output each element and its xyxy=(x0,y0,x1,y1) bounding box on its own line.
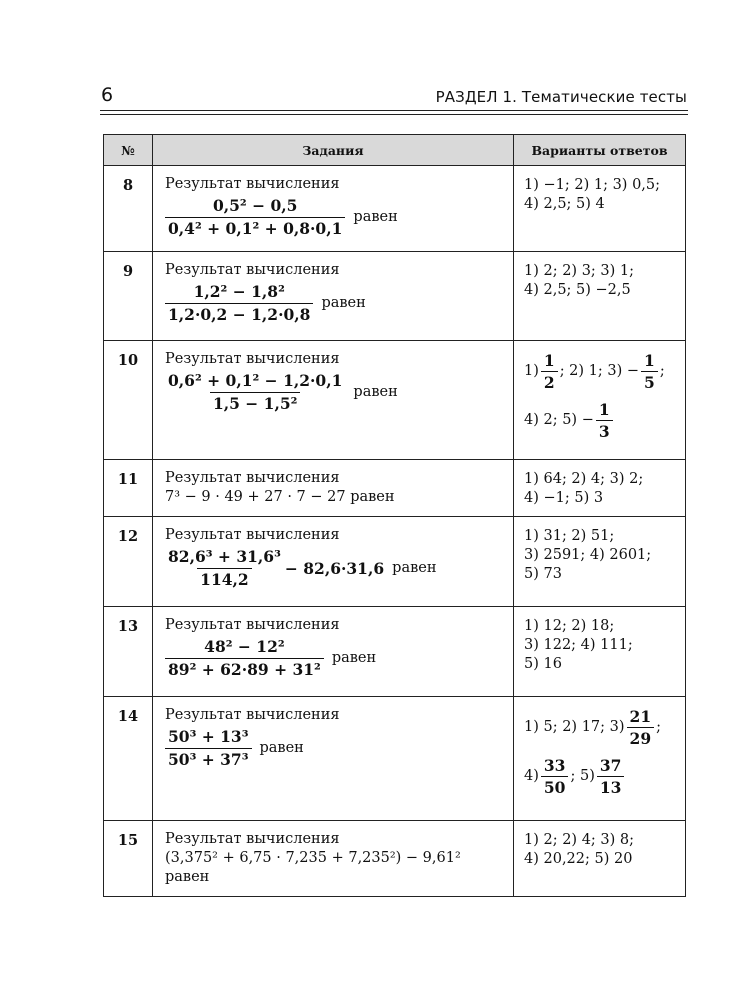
header-rule xyxy=(100,110,688,111)
task-number: 9 xyxy=(104,252,153,341)
answer-line xyxy=(524,400,681,441)
answers-cell xyxy=(514,821,686,897)
answer-fraction xyxy=(641,351,658,392)
fraction-denominator: 114,2 xyxy=(197,568,252,590)
task-cell xyxy=(153,252,514,341)
page-number: 6 xyxy=(101,84,114,106)
table-row xyxy=(104,341,686,460)
answer-line: 5) 73 xyxy=(524,566,562,582)
answer-line: 4) −1; 5) 3 xyxy=(524,490,604,506)
answer-line: 4) 20,22; 5) 20 xyxy=(524,851,633,867)
header-rule xyxy=(100,114,688,115)
table-row xyxy=(104,697,686,821)
fraction-numerator: 0,6² + 0,1² − 1,2·0,1 xyxy=(168,371,343,390)
fraction-denominator: 2 xyxy=(541,371,558,392)
column-header-answers: Варианты ответов xyxy=(514,135,686,166)
task-expression xyxy=(165,371,507,414)
fraction-numerator: 21 xyxy=(629,707,652,726)
task-suffix: равен xyxy=(392,560,437,576)
task-expression xyxy=(165,727,507,770)
task-cell xyxy=(153,697,514,821)
fraction-denominator: 29 xyxy=(627,727,655,748)
fraction-denominator: 50³ + 37³ xyxy=(165,748,252,770)
fraction-numerator: 48² − 12² xyxy=(204,637,285,656)
task-cell xyxy=(153,821,514,897)
answer-text: ; xyxy=(659,363,665,379)
fraction-numerator: 1,2² − 1,8² xyxy=(193,282,285,301)
fraction-denominator: 1,2·0,2 − 1,2·0,8 xyxy=(165,303,313,325)
fraction-denominator: 3 xyxy=(596,420,613,441)
task-number: 11 xyxy=(104,460,153,517)
answer-text: 4) xyxy=(524,768,539,784)
task-suffix: равен xyxy=(353,384,398,400)
answers-cell xyxy=(514,697,686,821)
answer-line: 3) 122; 4) 111; xyxy=(524,637,633,653)
fraction-numerator: 50³ + 13³ xyxy=(168,727,249,746)
answers-cell xyxy=(514,517,686,607)
fraction xyxy=(165,727,252,770)
task-suffix: равен xyxy=(259,740,304,756)
answer-line: 5) 16 xyxy=(524,656,562,672)
fraction-numerator: 33 xyxy=(543,756,566,775)
task-cell xyxy=(153,460,514,517)
fraction-numerator: 37 xyxy=(599,756,622,775)
answer-line: 1) −1; 2) 1; 3) 0,5; xyxy=(524,177,661,193)
task-label: Результат вычисления xyxy=(165,262,340,278)
task-label: Результат вычисления xyxy=(165,831,340,847)
fraction-numerator: 0,5² − 0,5 xyxy=(212,196,298,215)
table-row xyxy=(104,607,686,697)
answers-cell xyxy=(514,460,686,517)
task-expression xyxy=(165,547,507,590)
answer-line xyxy=(524,707,681,748)
answer-line xyxy=(524,351,681,392)
answers-cell xyxy=(514,607,686,697)
task-expression: 7³ − 9 · 49 + 27 · 7 − 27 равен xyxy=(165,489,395,505)
task-expression: (3,375² + 6,75 · 7,235 + 7,235²) − 9,61² xyxy=(165,850,461,866)
answers-cell xyxy=(514,166,686,252)
task-number: 13 xyxy=(104,607,153,697)
answers-cell xyxy=(514,341,686,460)
task-label: Результат вычисления xyxy=(165,617,340,633)
fraction xyxy=(165,371,345,414)
answer-text: ; xyxy=(656,719,661,735)
task-cell xyxy=(153,517,514,607)
fraction-numerator: 1 xyxy=(543,351,555,370)
task-suffix: равен xyxy=(165,869,210,885)
fraction xyxy=(165,282,313,325)
answer-fraction xyxy=(541,756,569,797)
table-row xyxy=(104,517,686,607)
task-label: Результат вычисления xyxy=(165,176,340,192)
answer-line: 3) 2591; 4) 2601; xyxy=(524,547,652,563)
expression-tail: − 82,6·31,6 xyxy=(284,559,385,578)
fraction-numerator: 1 xyxy=(598,400,610,419)
answer-line: 4) 2,5; 5) 4 xyxy=(524,196,605,212)
column-header-tasks: Задания xyxy=(153,135,514,166)
answer-fraction xyxy=(596,400,613,441)
fraction-numerator: 1 xyxy=(644,351,655,370)
task-label: Результат вычисления xyxy=(165,470,340,486)
column-header-number: № xyxy=(104,135,153,166)
table-row xyxy=(104,821,686,897)
fraction-denominator: 5 xyxy=(641,371,658,392)
task-cell xyxy=(153,341,514,460)
task-cell xyxy=(153,607,514,697)
fraction-denominator: 89² + 62·89 + 31² xyxy=(165,658,324,680)
task-label: Результат вычисления xyxy=(165,527,340,543)
answer-text: ; 5) xyxy=(570,768,595,784)
answer-fraction xyxy=(627,707,655,748)
answer-line xyxy=(524,756,681,797)
fraction xyxy=(165,547,284,590)
task-number: 10 xyxy=(104,341,153,460)
task-label: Результат вычисления xyxy=(165,351,340,367)
answer-line: 1) 64; 2) 4; 3) 2; xyxy=(524,471,644,487)
fraction xyxy=(165,637,324,680)
answer-text: 1) xyxy=(524,363,539,379)
fraction-denominator: 13 xyxy=(597,776,625,797)
table-header-row xyxy=(104,135,686,166)
answer-line: 1) 2; 2) 4; 3) 8; xyxy=(524,832,635,848)
task-suffix: равен xyxy=(321,295,366,311)
answer-fraction xyxy=(541,351,558,392)
answer-line: 4) 2,5; 5) −2,5 xyxy=(524,282,631,298)
task-number: 15 xyxy=(104,821,153,897)
task-expression xyxy=(165,637,507,680)
table-row xyxy=(104,252,686,341)
answer-line: 1) 31; 2) 51; xyxy=(524,528,615,544)
tasks-table xyxy=(103,134,686,897)
task-suffix: равен xyxy=(331,650,377,666)
task-expression xyxy=(165,282,507,325)
answer-fraction xyxy=(597,756,625,797)
table-row xyxy=(104,166,686,252)
fraction-numerator: 82,6³ + 31,6³ xyxy=(168,547,281,566)
answers-cell xyxy=(514,252,686,341)
answer-text: 4) 2; 5) − xyxy=(524,412,594,428)
task-number: 14 xyxy=(104,697,153,821)
answer-line: 1) 12; 2) 18; xyxy=(524,618,615,634)
fraction xyxy=(165,196,345,239)
table-row xyxy=(104,460,686,517)
answer-line: 1) 2; 2) 3; 3) 1; xyxy=(524,263,635,279)
task-label: Результат вычисления xyxy=(165,707,340,723)
answer-text: ; 2) 1; 3) − xyxy=(559,363,640,379)
fraction-denominator: 0,4² + 0,1² + 0,8·0,1 xyxy=(165,217,345,239)
task-number: 12 xyxy=(104,517,153,607)
running-head: РАЗДЕЛ 1. Тематические тесты xyxy=(435,88,687,106)
task-expression xyxy=(165,196,507,239)
task-suffix: равен xyxy=(353,209,398,225)
task-number: 8 xyxy=(104,166,153,252)
answer-text: 1) 5; 2) 17; 3) xyxy=(524,719,625,735)
fraction-denominator: 1,5 − 1,5² xyxy=(210,392,301,414)
fraction-denominator: 50 xyxy=(541,776,569,797)
task-cell xyxy=(153,166,514,252)
